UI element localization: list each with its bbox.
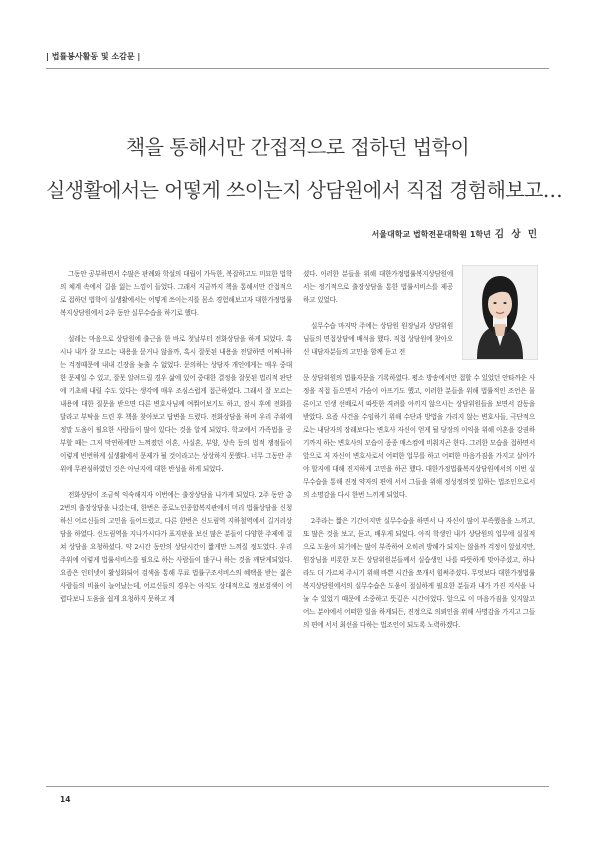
body-column-right-top bbox=[303, 268, 453, 359]
paragraph: 문 상담위원의 법률자문을 기록하였다. 평소 방송에서만 접할 수 있었던 안타까운 사정을 직접 들으면서 가슴이 아프기도 했고, 이러한 분들을 위해 법률적인 조언은 물론이고 인생 선배로서 따뜻한 격려를 아끼지 않으시는 상담위원들을 보면서 감동을 받았다. 요즘 사건을 수임하기 위해 수단과 방법을 가리지 않는 변호사들, 극단적으로는 내담자의 장래보다는 변호사 자신이 얻게 될 당장의 이익을 위해 이혼을 강권하기까지 하는 변호사의 모습이 종종 매스컴에 비춰지곤 한다. 그러한 모습을 접하면서 앞으로 저 자신이 변호사로서 어떠한 업무를 하고 어떠한 마음가짐을 가지고 살아가야 할지에 대해 진지하게 고민을 하곤 했다. 대한가정법률복지상담원에서의 이번 실무수습을 통해 진정 약자의 편에 서서 그들을 위해 정성정의껏 일하는 법조인으로서의 소명감을 다시 한번 느끼게 되었다. bbox=[303, 374, 535, 499]
body-column-left bbox=[60, 268, 292, 619]
body-column-right bbox=[303, 372, 535, 645]
author-name: 김 상 민 bbox=[494, 229, 539, 240]
author-byline bbox=[372, 226, 539, 240]
paragraph: 실무수습 마지막 주에는 상담원 원장님과 상담위원님들의 면접상담에 배석을 했다. 직접 상담원에 찾아오신 내담자분들의 고민을 함께 듣고 전 bbox=[303, 322, 453, 356]
article-title-line-1: 책을 통해서만 간접적으로 접하던 법학이 bbox=[125, 135, 470, 159]
article-title-line-2: 실생활에서는 어떻게 쓰이는지 상담원에서 직접 경험해보고… bbox=[46, 178, 563, 202]
header-divider bbox=[46, 68, 549, 69]
paragraph: 셨다. 이러한 분들을 위해 대한가정법률복지상담원에서는 정기적으로 출장상담을 통한 법률서비스를 제공하고 있었다. bbox=[303, 270, 453, 304]
page-number: 14 bbox=[60, 795, 71, 804]
author-affiliation: 서울대학교 법학전문대학원 1학년 bbox=[371, 230, 491, 239]
author-photo bbox=[462, 265, 538, 360]
running-header bbox=[46, 49, 549, 63]
paragraph: 그동안 공부하면서 수많은 판례와 학설의 대립이 가득한, 복잡하고도 미묘한 법학의 체계 속에서 길을 잃는 느낌이 들었다. 그래서 지금까지 책을 통해서만 간접적으로 접하던 법학이 실생활에서는 어떻게 쓰이는지를 몸소 경험해보고자 대한가정법률복지상담원에서 2주 동안 실무수습을 하기로 했다. bbox=[60, 270, 292, 317]
paragraph: 2주라는 짧은 기간이지만 실무수습을 하면서 나 자신이 많이 부족했음을 느끼고, 또 많은 것을 보고, 듣고, 배우게 되었다. 아직 학생인 내가 상담원의 업무에 실질적으로 도움이 되기에는 많이 부족하여 오히려 방해가 되지는 않을까 걱정이 앞섰지만, 원장님을 비롯한 모든 상담위원분들께서 실습생인 나를 따뜻하게 맞아주셨고, 하나라도 더 가르쳐 주시기 위해 바쁜 시간을 쪼개서 힘써주셨다. 무엇보다 대한가정법률복지상담원에서의 실무수습은 도움이 절실하게 필요한 분들과 내가 가진 지식을 나눌 수 있었기 때문에 소중하고 뜻깊은 시간이었다. 앞으로 이 마음가짐을 잊지않고 어느 분야에서 어떠한 일을 하게되든, 진정으로 의뢰인을 위해 사명감을 가지고 그들의 편에 서서 최선을 다하는 법조인이 되도록 노력하겠다. bbox=[303, 517, 535, 629]
portrait-image bbox=[463, 266, 537, 359]
paragraph: 설레는 마음으로 상담원에 출근을 한 바로 첫날부터 전화상담을 하게 되었다. 혹시나 내가 잘 모르는 내용을 묻거나 않을까, 혹시 잘못된 내용을 전달하면 어쩌나하는 걱정때문에 내내 긴장을 늦출 수 없었다. 문의하는 상담자 개인에게는 매우 중대한 문제일 수 있고, 잘못 알려드릴 경우 삶에 있어 중대한 결정을 잘못된 법리적 판단에 기초해 내릴 수도 있다는 생각에 매우 조심스럽게 접근하였다. 그래서 잘 모르는 내용에 대한 질문을 받으면 다른 변호사님께 여쭤어보기도 하고, 잠시 후에 전화를 달라고 부탁을 드린 후 책을 찾아보고 답변을 드렸다. 전화상담을 하며 우리 주위에 정말 도움이 필요한 사람들이 많이 있다는 것을 알게 되었다. 학교에서 가족법을 공부할 때는 그저 막연하게만 느껴졌던 이혼, 사실혼, 부양, 상속 등의 법적 쟁점들이 이렇게 빈번하게 실생활에서 문제가 될 것이라고는 상상하지 못했다. 너무 그동안 주위에 무관심하였던 것은 아닌지에 대한 반성을 하게 되었다. bbox=[60, 335, 292, 473]
paragraph: 전화상담이 조금씩 익숙해지자 이번에는 출장상담을 나가게 되었다. 2주 동안 총 2번의 출장상담을 나갔는데, 한번은 종로노인종합복지관에서 미리 법률상담을 신청하신 어르신들의 고민을 들어드렸고, 다른 한번은 신도림역 지하철역에서 길거리상담을 하였다. 신도림역을 지나가시다가 표지판을 보신 많은 분들이 다양한 주제에 걸쳐 상담을 요청하셨다. 약 2시간 동안의 상담시간이 짧게만 느껴질 정도였다. 우리 주위에 이렇게 법률서비스를 필요로 하는 사람들이 많구나 하는 것을 깨닫게되었다. 요즘은 인터넷이 활성화되어 검색을 통해 무료 법률구조서비스의 혜택을 받는 젊은 사람들의 비율이 늘어났는데, 어르신들의 경우는 아직도 상대적으로 정보검색이 어렵다보니 도움을 쉽게 요청하지 못하고 계 bbox=[60, 491, 292, 603]
footer-divider bbox=[46, 786, 549, 787]
section-label: | 법률봉사활동 및 소감문 | bbox=[46, 51, 141, 61]
